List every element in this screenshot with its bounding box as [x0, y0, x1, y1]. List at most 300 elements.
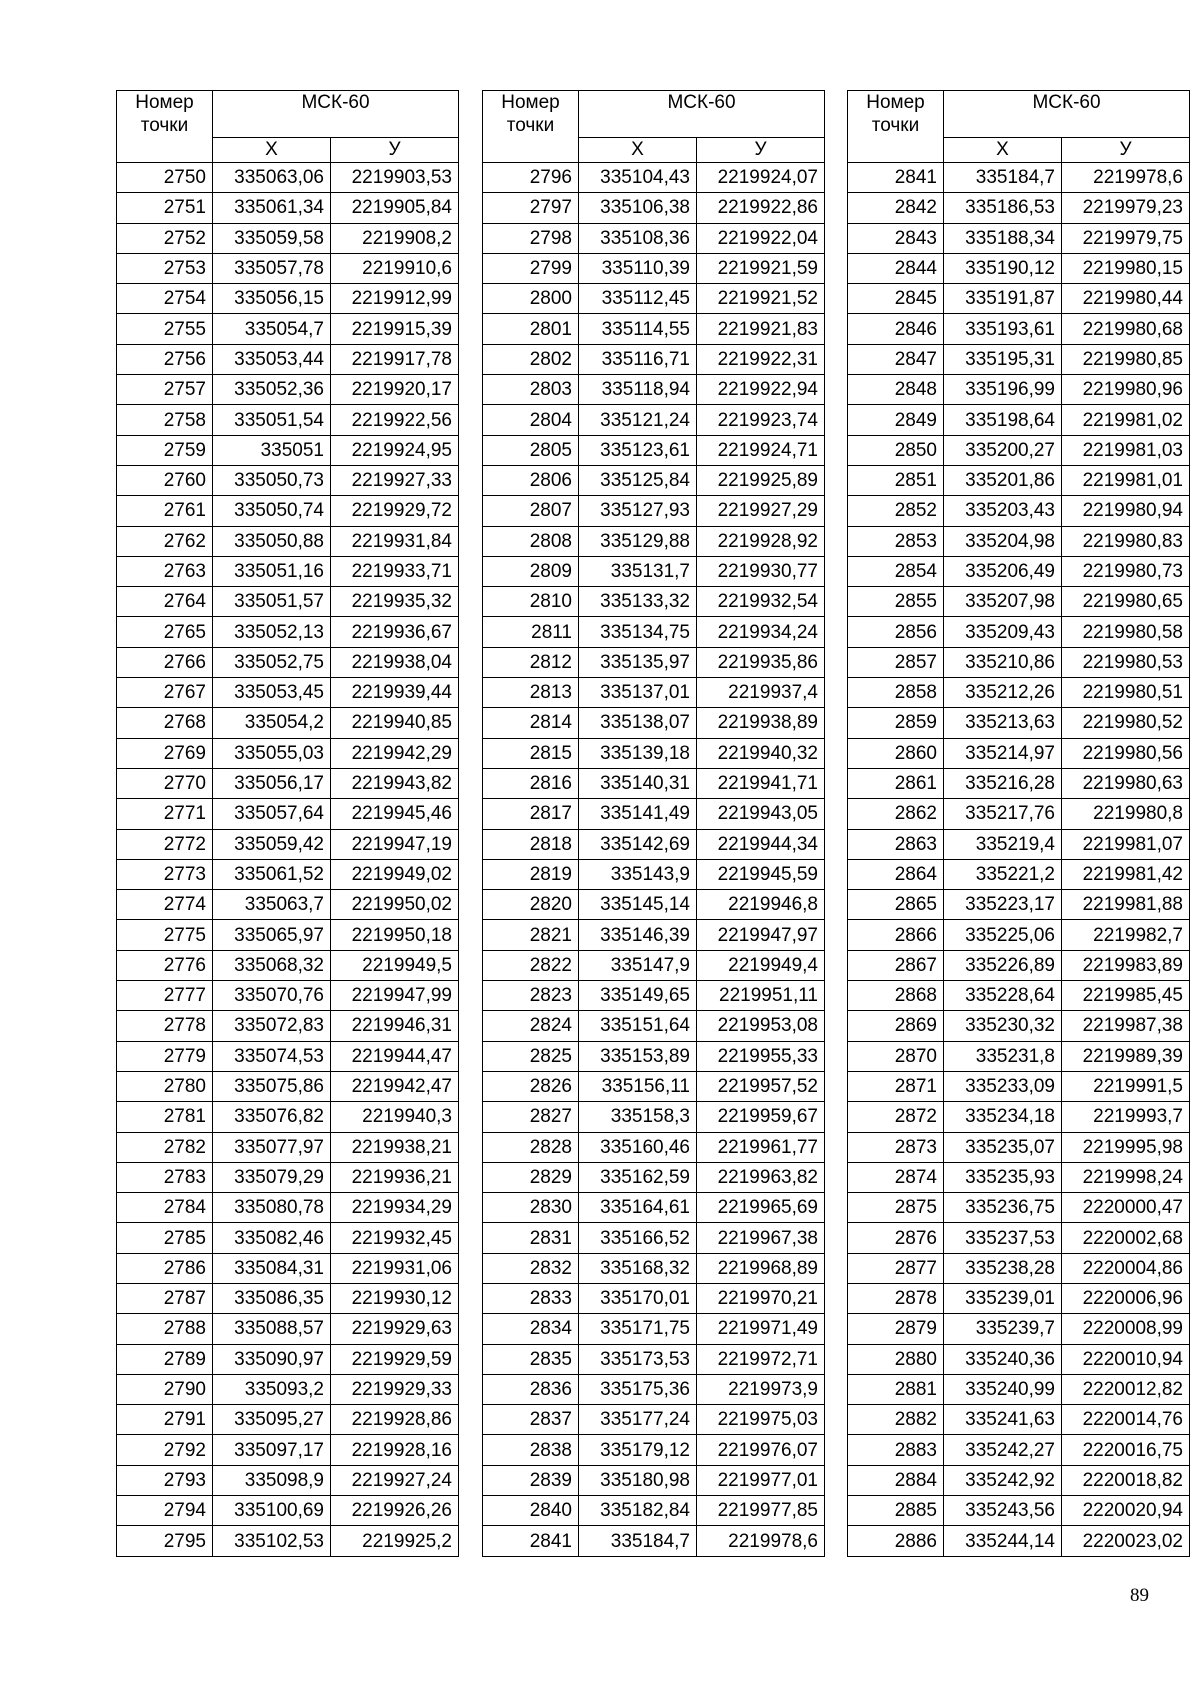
point-number-cell: 2753 [117, 253, 213, 283]
x-coordinate-cell: 335050,73 [213, 465, 331, 495]
y-coordinate-cell: 2219977,85 [697, 1496, 825, 1526]
y-coordinate-cell: 2219944,34 [697, 829, 825, 859]
y-coordinate-cell: 2219977,01 [697, 1465, 825, 1495]
x-coordinate-cell: 335100,69 [213, 1496, 331, 1526]
table-row [117, 375, 459, 405]
x-coordinate-cell: 335188,34 [944, 223, 1062, 253]
table-row [483, 284, 825, 314]
x-coordinate-cell: 335171,75 [579, 1314, 697, 1344]
y-coordinate-cell: 2219975,03 [697, 1405, 825, 1435]
point-number-cell: 2761 [117, 496, 213, 526]
table-row [848, 1223, 1190, 1253]
x-coordinate-cell: 335184,7 [944, 163, 1062, 193]
x-coordinate-cell: 335135,97 [579, 647, 697, 677]
y-coordinate-cell: 2219949,5 [331, 950, 459, 980]
table-row [848, 981, 1190, 1011]
x-coordinate-cell: 335063,7 [213, 890, 331, 920]
x-coordinate-cell: 335057,64 [213, 799, 331, 829]
y-coordinate-cell: 2219922,31 [697, 344, 825, 374]
x-coordinate-cell: 335149,65 [579, 981, 697, 1011]
x-coordinate-cell: 335070,76 [213, 981, 331, 1011]
point-number-cell: 2847 [848, 344, 944, 374]
x-coordinate-cell: 335063,06 [213, 163, 331, 193]
y-coordinate-cell: 2220008,99 [1062, 1314, 1190, 1344]
table-row [117, 556, 459, 586]
y-coordinate-cell: 2219935,86 [697, 647, 825, 677]
x-coordinate-cell: 335056,15 [213, 284, 331, 314]
table-row [483, 375, 825, 405]
x-coordinate-cell: 335086,35 [213, 1283, 331, 1313]
x-coordinate-cell: 335137,01 [579, 678, 697, 708]
y-coordinate-cell: 2219971,49 [697, 1314, 825, 1344]
y-coordinate-cell: 2219929,33 [331, 1374, 459, 1404]
y-coordinate-cell: 2220004,86 [1062, 1253, 1190, 1283]
table-row [483, 435, 825, 465]
y-column-header: У [697, 138, 825, 163]
point-number-cell: 2853 [848, 526, 944, 556]
y-coordinate-cell: 2219939,44 [331, 678, 459, 708]
y-coordinate-cell: 2219979,75 [1062, 223, 1190, 253]
point-number-cell: 2804 [483, 405, 579, 435]
point-number-cell: 2822 [483, 950, 579, 980]
point-number-cell: 2802 [483, 344, 579, 374]
point-number-cell: 2773 [117, 859, 213, 889]
point-number-cell: 2759 [117, 435, 213, 465]
y-coordinate-cell: 2219949,02 [331, 859, 459, 889]
x-coordinate-cell: 335131,7 [579, 556, 697, 586]
x-coordinate-cell: 335235,07 [944, 1132, 1062, 1162]
point-number-cell: 2881 [848, 1374, 944, 1404]
y-coordinate-cell: 2219908,2 [331, 223, 459, 253]
point-number-cell: 2819 [483, 859, 579, 889]
y-coordinate-cell: 2219981,42 [1062, 859, 1190, 889]
x-coordinate-cell: 335061,34 [213, 193, 331, 223]
point-number-cell: 2784 [117, 1193, 213, 1223]
table-row [117, 253, 459, 283]
point-number-cell: 2886 [848, 1526, 944, 1556]
table-row [117, 465, 459, 495]
point-number-cell: 2810 [483, 587, 579, 617]
x-coordinate-cell: 335221,2 [944, 859, 1062, 889]
y-coordinate-cell: 2219923,74 [697, 405, 825, 435]
coordinate-system-header: МСК-60 [579, 91, 825, 138]
point-number-cell: 2754 [117, 284, 213, 314]
y-coordinate-cell: 2220023,02 [1062, 1526, 1190, 1556]
x-coordinate-cell: 335235,93 [944, 1162, 1062, 1192]
table-row [117, 1465, 459, 1495]
x-coordinate-cell: 335106,38 [579, 193, 697, 223]
point-number-cell: 2835 [483, 1344, 579, 1374]
point-number-cell: 2815 [483, 738, 579, 768]
y-coordinate-cell: 2219980,58 [1062, 617, 1190, 647]
y-coordinate-cell: 2219950,18 [331, 920, 459, 950]
table-row [117, 587, 459, 617]
y-coordinate-cell: 2219927,33 [331, 465, 459, 495]
point-number-cell: 2757 [117, 375, 213, 405]
y-coordinate-cell: 2219933,71 [331, 556, 459, 586]
x-coordinate-cell: 335201,86 [944, 465, 1062, 495]
y-coordinate-cell: 2219947,99 [331, 981, 459, 1011]
point-number-cell: 2876 [848, 1223, 944, 1253]
x-coordinate-cell: 335123,61 [579, 435, 697, 465]
table-row [848, 768, 1190, 798]
point-number-cell: 2866 [848, 920, 944, 950]
y-coordinate-cell: 2219921,52 [697, 284, 825, 314]
y-coordinate-cell: 2220012,82 [1062, 1374, 1190, 1404]
point-number-cell: 2792 [117, 1435, 213, 1465]
point-number-cell: 2872 [848, 1102, 944, 1132]
x-coordinate-cell: 335114,55 [579, 314, 697, 344]
x-coordinate-cell: 335180,98 [579, 1465, 697, 1495]
y-coordinate-cell: 2219925,89 [697, 465, 825, 495]
y-coordinate-cell: 2219981,88 [1062, 890, 1190, 920]
y-coordinate-cell: 2219930,77 [697, 556, 825, 586]
point-number-cell: 2763 [117, 556, 213, 586]
point-number-cell: 2846 [848, 314, 944, 344]
point-number-cell: 2791 [117, 1405, 213, 1435]
point-number-cell: 2860 [848, 738, 944, 768]
x-coordinate-cell: 335129,88 [579, 526, 697, 556]
x-coordinate-cell: 335213,63 [944, 708, 1062, 738]
point-number-cell: 2878 [848, 1283, 944, 1313]
x-coordinate-cell: 335052,75 [213, 647, 331, 677]
x-coordinate-cell: 335053,45 [213, 678, 331, 708]
table-row [117, 829, 459, 859]
y-coordinate-cell: 2219998,24 [1062, 1162, 1190, 1192]
point-number-cell: 2812 [483, 647, 579, 677]
table-row [848, 1405, 1190, 1435]
table-row [483, 526, 825, 556]
x-coordinate-cell: 335184,7 [579, 1526, 697, 1556]
x-coordinate-cell: 335095,27 [213, 1405, 331, 1435]
y-coordinate-cell: 2219922,94 [697, 375, 825, 405]
table-row [483, 1405, 825, 1435]
point-number-cell: 2799 [483, 253, 579, 283]
point-number-cell: 2814 [483, 708, 579, 738]
table-row [117, 1132, 459, 1162]
point-number-cell: 2766 [117, 647, 213, 677]
table-row [483, 1162, 825, 1192]
table-row [483, 678, 825, 708]
table-row [483, 1496, 825, 1526]
x-coordinate-cell: 335164,61 [579, 1193, 697, 1223]
y-coordinate-cell: 2219980,73 [1062, 556, 1190, 586]
table-row [117, 950, 459, 980]
table-row [848, 284, 1190, 314]
x-coordinate-cell: 335228,64 [944, 981, 1062, 1011]
point-number-cell: 2811 [483, 617, 579, 647]
x-coordinate-cell: 335133,32 [579, 587, 697, 617]
table-row [483, 193, 825, 223]
table-row [117, 284, 459, 314]
point-number-cell: 2787 [117, 1283, 213, 1313]
y-coordinate-cell: 2219945,46 [331, 799, 459, 829]
point-number-cell: 2820 [483, 890, 579, 920]
y-coordinate-cell: 2219938,89 [697, 708, 825, 738]
point-number-cell: 2842 [848, 193, 944, 223]
x-coordinate-cell: 335052,36 [213, 375, 331, 405]
x-coordinate-cell: 335190,12 [944, 253, 1062, 283]
y-coordinate-cell: 2219978,6 [1062, 163, 1190, 193]
table-row [483, 1465, 825, 1495]
y-coordinate-cell: 2219980,85 [1062, 344, 1190, 374]
table-row [483, 1314, 825, 1344]
x-coordinate-cell: 335116,71 [579, 344, 697, 374]
x-coordinate-cell: 335061,52 [213, 859, 331, 889]
x-coordinate-cell: 335051,57 [213, 587, 331, 617]
table-row [848, 163, 1190, 193]
x-coordinate-cell: 335051,16 [213, 556, 331, 586]
y-coordinate-cell: 2219926,26 [331, 1496, 459, 1526]
x-coordinate-cell: 335233,09 [944, 1071, 1062, 1101]
table-row [848, 799, 1190, 829]
point-number-cell: 2852 [848, 496, 944, 526]
table-row [848, 1526, 1190, 1556]
y-coordinate-cell: 2219985,45 [1062, 981, 1190, 1011]
table-row [848, 1071, 1190, 1101]
point-number-header: Номер точки [848, 91, 944, 163]
table-row [483, 829, 825, 859]
y-coordinate-cell: 2219980,83 [1062, 526, 1190, 556]
y-column-header: У [331, 138, 459, 163]
table-row [483, 1041, 825, 1071]
x-coordinate-cell: 335223,17 [944, 890, 1062, 920]
x-coordinate-cell: 335173,53 [579, 1344, 697, 1374]
y-coordinate-cell: 2219929,63 [331, 1314, 459, 1344]
point-number-cell: 2883 [848, 1435, 944, 1465]
y-coordinate-cell: 2219976,07 [697, 1435, 825, 1465]
x-coordinate-cell: 335200,27 [944, 435, 1062, 465]
point-number-cell: 2796 [483, 163, 579, 193]
y-coordinate-cell: 2219989,39 [1062, 1041, 1190, 1071]
x-coordinate-cell: 335170,01 [579, 1283, 697, 1313]
y-coordinate-cell: 2219940,32 [697, 738, 825, 768]
point-number-header: Номер точки [117, 91, 213, 163]
y-coordinate-cell: 2219981,07 [1062, 829, 1190, 859]
point-number-cell: 2826 [483, 1071, 579, 1101]
x-coordinate-cell: 335053,44 [213, 344, 331, 374]
x-coordinate-cell: 335177,24 [579, 1405, 697, 1435]
table-row [848, 859, 1190, 889]
table-row [483, 314, 825, 344]
x-coordinate-cell: 335186,53 [944, 193, 1062, 223]
x-coordinate-cell: 335072,83 [213, 1011, 331, 1041]
point-number-cell: 2805 [483, 435, 579, 465]
table-row [117, 1435, 459, 1465]
y-coordinate-cell: 2219932,45 [331, 1223, 459, 1253]
y-coordinate-cell: 2219991,5 [1062, 1071, 1190, 1101]
y-coordinate-cell: 2219993,7 [1062, 1102, 1190, 1132]
table-row [483, 708, 825, 738]
x-coordinate-cell: 335198,64 [944, 405, 1062, 435]
x-column-header: Х [213, 138, 331, 163]
table-row [483, 738, 825, 768]
table-row [848, 1435, 1190, 1465]
coordinates-table-3 [847, 90, 1190, 1557]
table-row [848, 587, 1190, 617]
x-coordinate-cell: 335076,82 [213, 1102, 331, 1132]
point-number-cell: 2837 [483, 1405, 579, 1435]
point-number-cell: 2774 [117, 890, 213, 920]
point-number-cell: 2785 [117, 1223, 213, 1253]
y-coordinate-cell: 2219910,6 [331, 253, 459, 283]
point-number-cell: 2825 [483, 1041, 579, 1071]
x-coordinate-cell: 335108,36 [579, 223, 697, 253]
point-number-cell: 2768 [117, 708, 213, 738]
point-number-cell: 2817 [483, 799, 579, 829]
x-column-header: Х [579, 138, 697, 163]
point-number-cell: 2803 [483, 375, 579, 405]
y-coordinate-cell: 2219981,02 [1062, 405, 1190, 435]
y-coordinate-cell: 2219915,39 [331, 314, 459, 344]
point-number-cell: 2793 [117, 1465, 213, 1495]
table-row [117, 1162, 459, 1192]
y-coordinate-cell: 2219940,85 [331, 708, 459, 738]
y-coordinate-cell: 2219920,17 [331, 375, 459, 405]
point-number-cell: 2770 [117, 768, 213, 798]
y-coordinate-cell: 2219980,52 [1062, 708, 1190, 738]
y-coordinate-cell: 2219929,59 [331, 1344, 459, 1374]
x-coordinate-cell: 335075,86 [213, 1071, 331, 1101]
x-coordinate-cell: 335158,3 [579, 1102, 697, 1132]
x-coordinate-cell: 335162,59 [579, 1162, 697, 1192]
point-number-cell: 2850 [848, 435, 944, 465]
x-coordinate-cell: 335237,53 [944, 1223, 1062, 1253]
point-number-cell: 2869 [848, 1011, 944, 1041]
table-row [483, 768, 825, 798]
table-row [483, 1102, 825, 1132]
y-coordinate-cell: 2219924,07 [697, 163, 825, 193]
table-row [117, 1283, 459, 1313]
x-coordinate-cell: 335055,03 [213, 738, 331, 768]
point-number-cell: 2778 [117, 1011, 213, 1041]
x-coordinate-cell: 335084,31 [213, 1253, 331, 1283]
table-row [117, 405, 459, 435]
point-number-cell: 2875 [848, 1193, 944, 1223]
x-coordinate-cell: 335074,53 [213, 1041, 331, 1071]
point-number-cell: 2786 [117, 1253, 213, 1283]
table-row [483, 344, 825, 374]
table-row [117, 314, 459, 344]
point-number-cell: 2809 [483, 556, 579, 586]
y-coordinate-cell: 2219938,04 [331, 647, 459, 677]
table-row [848, 496, 1190, 526]
point-number-cell: 2794 [117, 1496, 213, 1526]
point-number-cell: 2769 [117, 738, 213, 768]
y-coordinate-cell: 2219905,84 [331, 193, 459, 223]
point-number-cell: 2828 [483, 1132, 579, 1162]
point-number-cell: 2767 [117, 678, 213, 708]
table-row [848, 435, 1190, 465]
table-row [848, 617, 1190, 647]
table-row [848, 223, 1190, 253]
y-coordinate-cell: 2219921,59 [697, 253, 825, 283]
point-number-cell: 2836 [483, 1374, 579, 1404]
point-number-cell: 2781 [117, 1102, 213, 1132]
table-row [483, 1526, 825, 1556]
point-number-cell: 2775 [117, 920, 213, 950]
page-number: 89 [1130, 1585, 1149, 1606]
y-coordinate-cell: 2219978,6 [697, 1526, 825, 1556]
table-row [483, 799, 825, 829]
x-coordinate-cell: 335118,94 [579, 375, 697, 405]
point-number-cell: 2755 [117, 314, 213, 344]
x-coordinate-cell: 335080,78 [213, 1193, 331, 1223]
y-coordinate-cell: 2219903,53 [331, 163, 459, 193]
point-number-cell: 2879 [848, 1314, 944, 1344]
y-coordinate-cell: 2219943,82 [331, 768, 459, 798]
x-coordinate-cell: 335214,97 [944, 738, 1062, 768]
x-coordinate-cell: 335056,17 [213, 768, 331, 798]
x-coordinate-cell: 335059,58 [213, 223, 331, 253]
coordinates-table-1 [116, 90, 459, 1557]
table-row [483, 405, 825, 435]
y-coordinate-cell: 2219927,24 [331, 1465, 459, 1495]
y-coordinate-cell: 2219941,71 [697, 768, 825, 798]
point-number-cell: 2840 [483, 1496, 579, 1526]
x-coordinate-cell: 335175,36 [579, 1374, 697, 1404]
y-coordinate-cell: 2219946,31 [331, 1011, 459, 1041]
point-number-cell: 2841 [483, 1526, 579, 1556]
point-number-cell: 2764 [117, 587, 213, 617]
table-row [117, 1314, 459, 1344]
y-coordinate-cell: 2219951,11 [697, 981, 825, 1011]
coordinates-table-2 [482, 90, 825, 1557]
table-row [848, 950, 1190, 980]
x-coordinate-cell: 335054,7 [213, 314, 331, 344]
point-number-cell: 2884 [848, 1465, 944, 1495]
point-number-cell: 2821 [483, 920, 579, 950]
point-number-header: Номер точки [483, 91, 579, 163]
y-coordinate-cell: 2219980,51 [1062, 678, 1190, 708]
point-number-cell: 2833 [483, 1283, 579, 1313]
y-column-header: У [1062, 138, 1190, 163]
y-coordinate-cell: 2219921,83 [697, 314, 825, 344]
table-row [117, 1496, 459, 1526]
table-row [483, 981, 825, 1011]
coordinate-system-header: МСК-60 [944, 91, 1190, 138]
table-row [848, 465, 1190, 495]
point-number-cell: 2790 [117, 1374, 213, 1404]
y-coordinate-cell: 2219972,71 [697, 1344, 825, 1374]
x-coordinate-cell: 335196,99 [944, 375, 1062, 405]
table-row [117, 1223, 459, 1253]
coordinate-system-header: МСК-60 [213, 91, 459, 138]
y-coordinate-cell: 2219928,16 [331, 1435, 459, 1465]
y-coordinate-cell: 2219942,47 [331, 1071, 459, 1101]
point-number-cell: 2772 [117, 829, 213, 859]
x-coordinate-cell: 335241,63 [944, 1405, 1062, 1435]
point-number-cell: 2779 [117, 1041, 213, 1071]
point-number-cell: 2861 [848, 768, 944, 798]
x-coordinate-cell: 335110,39 [579, 253, 697, 283]
y-coordinate-cell: 2219922,86 [697, 193, 825, 223]
table-row [117, 1102, 459, 1132]
table-row [117, 617, 459, 647]
point-number-cell: 2851 [848, 465, 944, 495]
y-coordinate-cell: 2219980,65 [1062, 587, 1190, 617]
point-number-cell: 2777 [117, 981, 213, 1011]
point-number-cell: 2780 [117, 1071, 213, 1101]
table-row [848, 193, 1190, 223]
table-row [483, 890, 825, 920]
table-row [117, 1253, 459, 1283]
y-coordinate-cell: 2219922,56 [331, 405, 459, 435]
x-coordinate-cell: 335127,93 [579, 496, 697, 526]
point-number-cell: 2854 [848, 556, 944, 586]
y-coordinate-cell: 2219980,96 [1062, 375, 1190, 405]
point-number-cell: 2750 [117, 163, 213, 193]
